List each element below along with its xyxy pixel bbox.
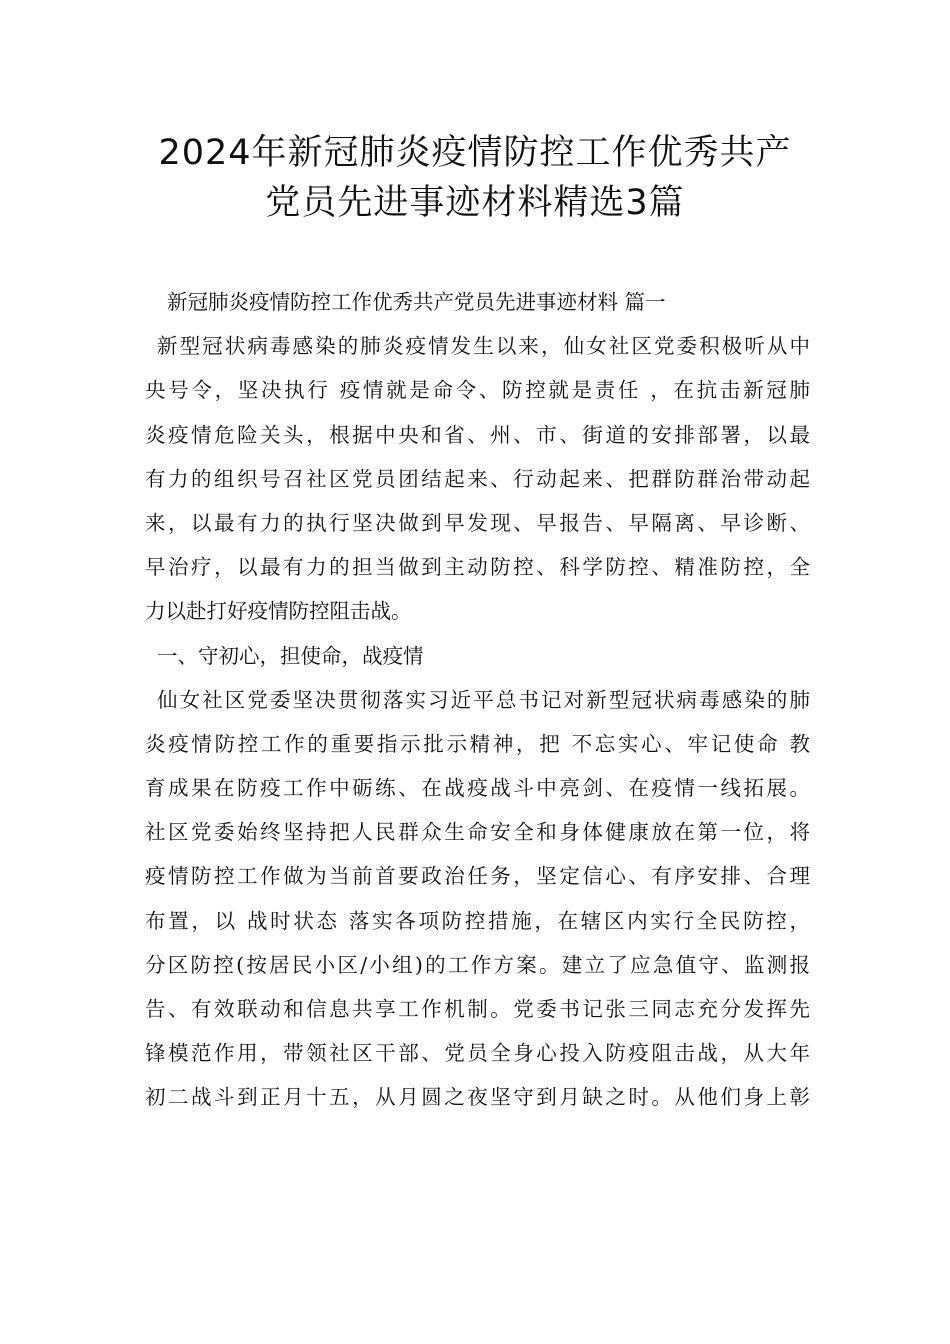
paragraph-1-line: 有力的组织号召社区党员团结起来、行动起来、把群防群治带动起 — [145, 466, 810, 491]
paragraph-2-line: 告、有效联动和信息共享工作机制。党委书记张三同志充分发挥先 — [145, 997, 810, 1021]
paragraph-2-line: 布置，以 战时状态 落实各项防控措施，在辖区内实行全民防控， — [145, 908, 810, 933]
title-line-1: 2024年新冠肺炎疫情防控工作优秀共产 — [158, 133, 792, 173]
paragraph-2-line: 初二战斗到正月十五，从月圆之夜坚守到月缺之时。从他们身上彰 — [145, 1085, 810, 1110]
paragraph-1-line: 早治疗，以最有力的担当做到主动防控、科学防控、精准防控，全 — [145, 555, 810, 580]
paragraph-2-line: 社区党委始终坚持把人民群众生命安全和身体健康放在第一位，将 — [145, 820, 810, 845]
document-body — [145, 280, 810, 1120]
paragraph-1-line: 央号令，坚决执行 疫情就是命令、防控就是责任 ，在抗击新冠肺 — [145, 378, 810, 403]
document-title — [100, 128, 850, 228]
paragraph-1-line: 炎疫情危险关头，根据中央和省、州、市、街道的安排部署，以最 — [145, 422, 810, 447]
paragraph-2-line: 锋模范作用，带领社区干部、党员全身心投入防疫阻击战，从大年 — [145, 1041, 810, 1066]
paragraph-1-line: 来，以最有力的执行坚决做到早发现、早报告、早隔离、早诊断、 — [145, 510, 810, 535]
paragraph-2-line: 炎疫情防控工作的重要指示批示精神，把 不忘实心、牢记使命 教 — [145, 731, 810, 756]
paragraph-2-line: 分区防控(按居民小区/小组)的工作方案。建立了应急值守、监测报 — [145, 952, 810, 977]
paragraph-2-line: 育成果在防疫工作中砺练、在战疫战斗中亮剑、在疫情一线拓展。 — [145, 776, 810, 801]
paragraph-1-line: 力以赴打好疫情防控阻击战。 — [145, 599, 412, 624]
paragraph-1-line: 新型冠状病毒感染的肺炎疫情发生以来，仙女社区党委积极听从中 — [157, 334, 810, 359]
paragraph-2-line: 仙女社区党委坚决贯彻落实习近平总书记对新型冠状病毒感染的肺 — [157, 687, 810, 712]
section-heading: 一、守初心，担使命，战疫情 — [157, 643, 424, 668]
paragraph-2-line: 疫情防控工作做为当前首要政治任务，坚定信心、有序安排、合理 — [145, 864, 810, 889]
title-line-2: 党员先进事迹材料精选3篇 — [265, 183, 685, 223]
section-subtitle: 新冠肺炎疫情防控工作优秀共产党员先进事迹材料 篇一 — [167, 290, 666, 314]
